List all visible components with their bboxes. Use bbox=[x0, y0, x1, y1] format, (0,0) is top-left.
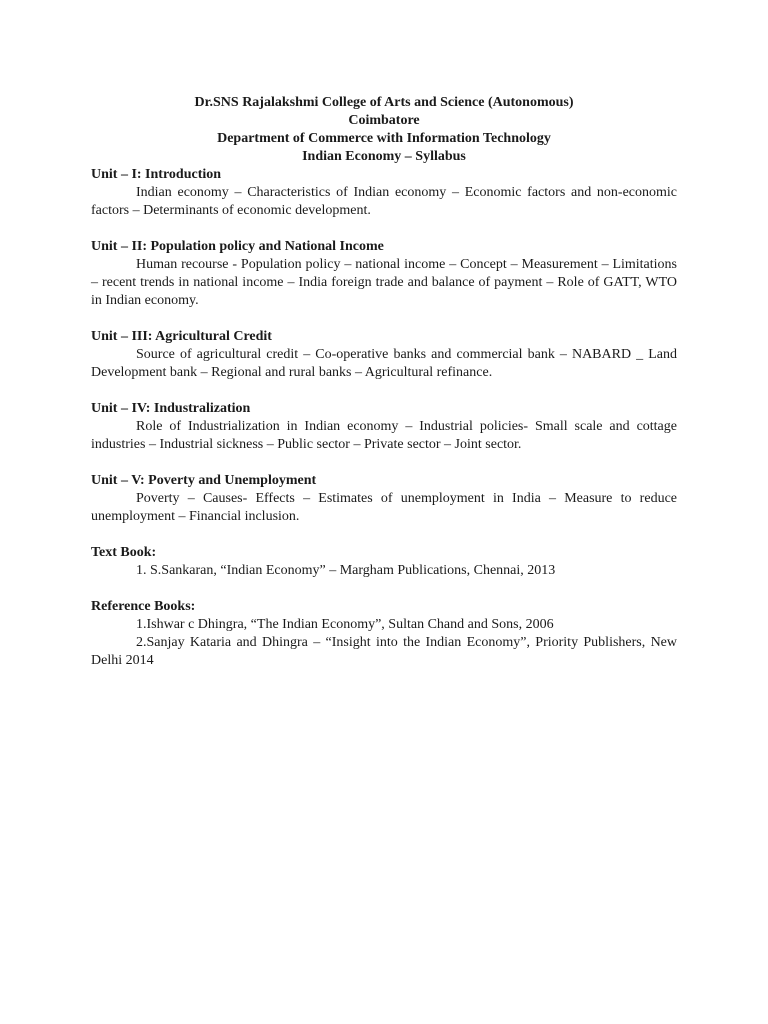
unit-4-title: Unit – IV: Industralization bbox=[91, 401, 251, 416]
unit-5-body: Poverty – Causes- Effects – Estimates of unemployment in India – Measure to reduce unemployment – Financial inclusion. bbox=[91, 491, 677, 524]
reference-books-title: Reference Books: bbox=[91, 599, 196, 614]
syllabus-title: Indian Economy – Syllabus bbox=[302, 149, 466, 164]
text-book-section bbox=[91, 544, 677, 580]
unit-2-title: Unit – II: Population policy and National Income bbox=[91, 239, 384, 254]
unit-1-title: Unit – I: Introduction bbox=[91, 167, 222, 182]
unit-1-body: Indian economy – Characteristics of Indian economy – Economic factors and non-economic factors – Determinants of economic development. bbox=[91, 185, 677, 218]
document-header bbox=[91, 94, 677, 166]
reference-book-item: 2.Sanjay Kataria and Dhingra – “Insight into the Indian Economy”, Priority Publishers, New Delhi 2014 bbox=[91, 635, 677, 668]
city-name: Coimbatore bbox=[348, 113, 420, 128]
unit-2-body: Human recourse - Population policy – national income – Concept – Measurement – Limitations – recent trends in national income – India foreign trade and balance of payment – Role of GATT, WTO in Indian economy. bbox=[91, 257, 677, 308]
department-name: Department of Commerce with Information Technology bbox=[217, 131, 551, 146]
unit-1-section bbox=[91, 166, 677, 220]
text-book-title: Text Book: bbox=[91, 545, 157, 560]
unit-3-title: Unit – III: Agricultural Credit bbox=[91, 329, 272, 344]
unit-3-body: Source of agricultural credit – Co-operative banks and commercial bank – NABARD _ Land Development bank – Regional and rural banks – Agricultural refinance. bbox=[91, 347, 677, 380]
reference-books-section bbox=[91, 598, 677, 670]
unit-5-title: Unit – V: Poverty and Unemployment bbox=[91, 473, 317, 488]
unit-3-section bbox=[91, 328, 677, 382]
unit-4-body: Role of Industrialization in Indian economy – Industrial policies- Small scale and cottage industries – Industrial sickness – Public sector – Private sector – Joint sector. bbox=[91, 419, 677, 452]
text-book-item: 1. S.Sankaran, “Indian Economy” – Margham Publications, Chennai, 2013 bbox=[136, 563, 556, 578]
college-name: Dr.SNS Rajalakshmi College of Arts and Science (Autonomous) bbox=[194, 95, 574, 110]
reference-book-item: 1.Ishwar c Dhingra, “The Indian Economy”, Sultan Chand and Sons, 2006 bbox=[136, 617, 554, 632]
unit-5-section bbox=[91, 472, 677, 526]
unit-2-section bbox=[91, 238, 677, 310]
unit-4-section bbox=[91, 400, 677, 454]
